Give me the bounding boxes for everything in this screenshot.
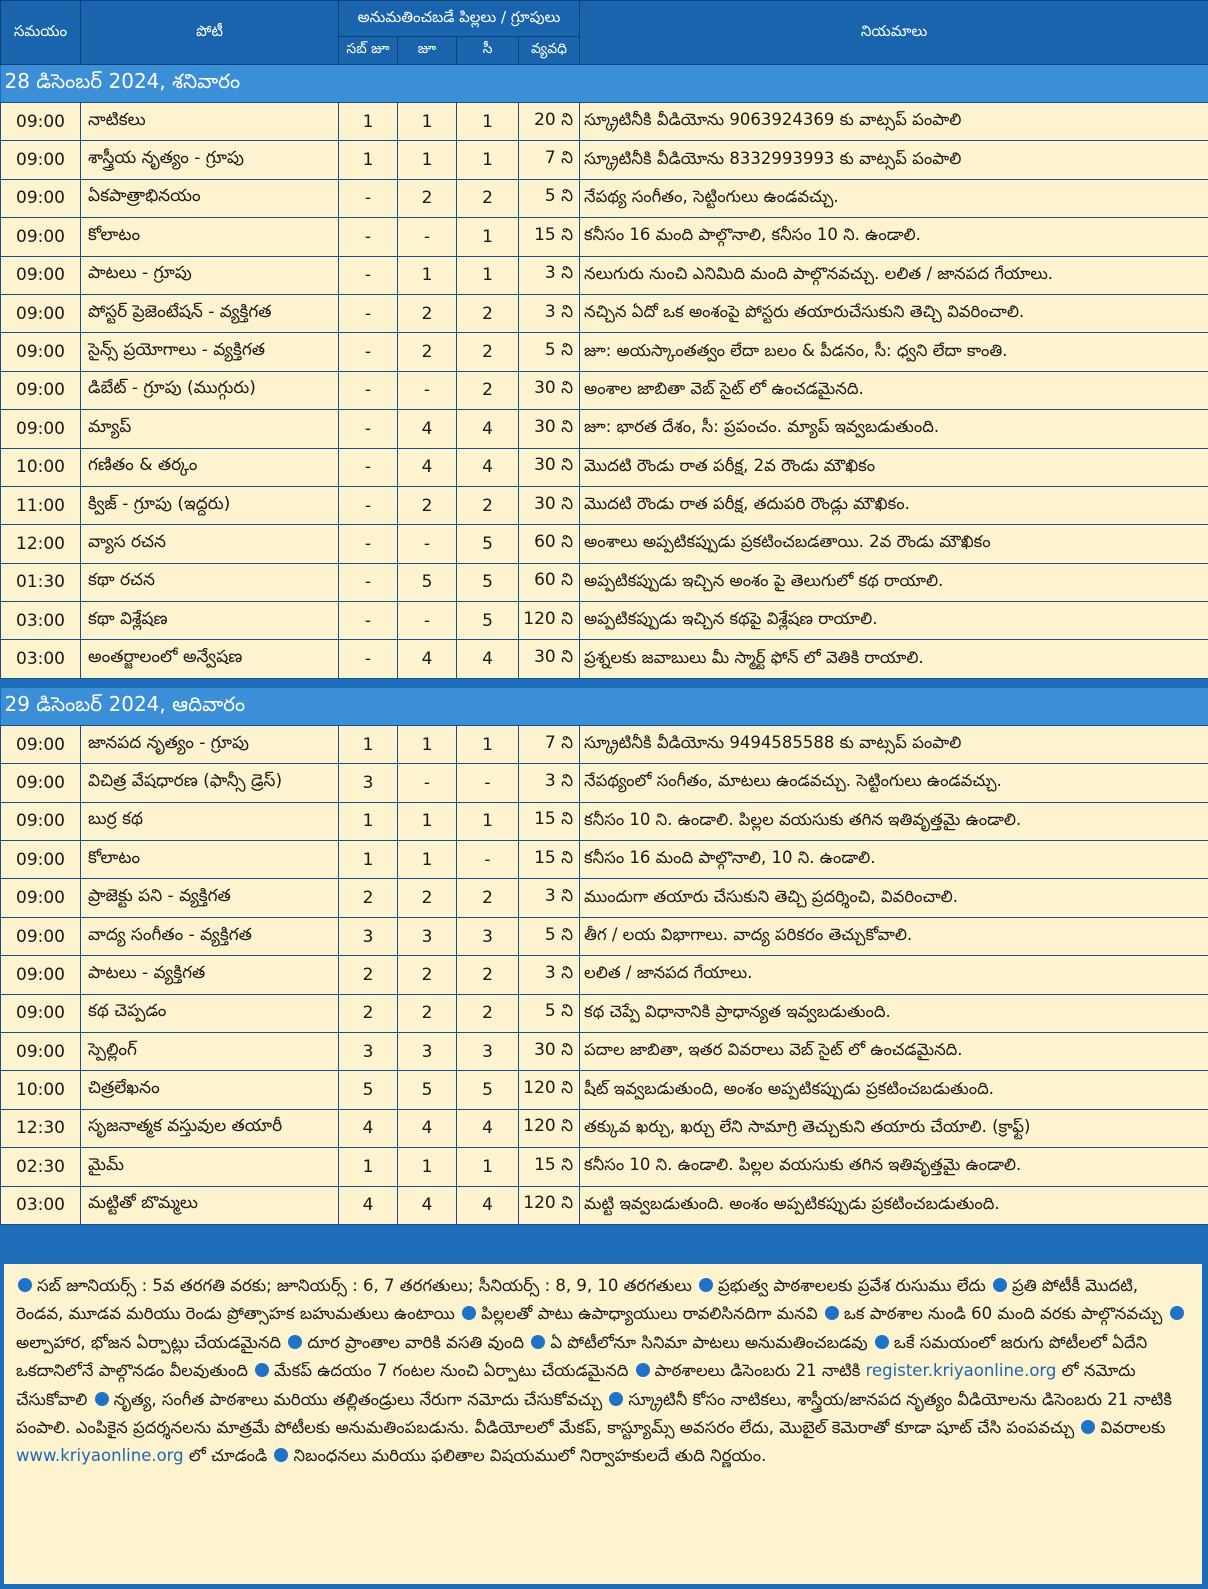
table-row bbox=[1, 802, 1208, 840]
duration-cell: 30 ని bbox=[519, 486, 580, 524]
sub-junior-cell: 4 bbox=[339, 1186, 398, 1224]
table-row bbox=[1, 640, 1208, 678]
rule-cell: అంశాల జాబితా వెబ్ సైట్ లో ఉంచడమైనది. bbox=[580, 371, 1208, 409]
event-cell: నాటికలు bbox=[81, 103, 339, 141]
junior-cell: 1 bbox=[398, 141, 457, 179]
note: పిల్లలతో పాటు ఉపాధ్యాయులు రావలిసినదిగా మనవి bbox=[481, 1304, 818, 1324]
header-allowed: అనుమతించబడే పిల్లలు / గ్రూపులు bbox=[339, 1, 580, 37]
time-cell: 09:00 bbox=[1, 879, 81, 917]
bullet-icon bbox=[288, 1335, 302, 1349]
duration-cell: 30 ని bbox=[519, 448, 580, 486]
time-cell: 09:00 bbox=[1, 1032, 81, 1070]
rule-cell: అప్పటికప్పుడు ఇచ్చిన కథపై విశ్లేషణ రాయాలి. bbox=[580, 602, 1208, 640]
time-cell: 09:00 bbox=[1, 994, 81, 1032]
duration-cell: 120 ని bbox=[519, 1071, 580, 1109]
duration-cell: 5 ని bbox=[519, 994, 580, 1032]
table-row bbox=[1, 333, 1208, 371]
table-row bbox=[1, 103, 1208, 141]
sub-junior-cell: 1 bbox=[339, 141, 398, 179]
rule-cell: ప్రశ్నలకు జవాబులు మీ స్మార్ట్ ఫోన్ లో వెతికి రాయాలి. bbox=[580, 640, 1208, 678]
note: లో నమోదు చేసుకోవాలి bbox=[16, 1361, 1136, 1409]
bullet-icon bbox=[699, 1278, 713, 1292]
event-cell: డిబేట్ - గ్రూపు (ముగ్గురు) bbox=[81, 371, 339, 409]
duration-cell: 3 ని bbox=[519, 764, 580, 802]
bullet-icon bbox=[875, 1335, 889, 1349]
bullet-icon bbox=[95, 1392, 109, 1406]
sub-junior-cell: - bbox=[339, 179, 398, 217]
event-cell: జానపద నృత్యం - గ్రూపు bbox=[81, 725, 339, 763]
sub-junior-cell: - bbox=[339, 410, 398, 448]
rule-cell: నేపథ్యంలో సంగీతం, మాటలు ఉండవచ్చు. సెట్టింగులు ఉండవచ్చు. bbox=[580, 764, 1208, 802]
rule-cell: అప్పటికప్పుడు ఇచ్చిన అంశం పై తెలుగులో కథ రాయాలి. bbox=[580, 563, 1208, 601]
table-row bbox=[1, 563, 1208, 601]
bullet-icon bbox=[255, 1363, 269, 1377]
sub-junior-cell: 1 bbox=[339, 802, 398, 840]
rule-cell: కనీసం 10 ని. ఉండాలి. పిల్లల వయసుకు తగిన ఇతివృత్తమై ఉండాలి. bbox=[580, 802, 1208, 840]
event-cell: సైన్స్ ప్రయోగాలు - వ్యక్తిగత bbox=[81, 333, 339, 371]
duration-cell: 7 ని bbox=[519, 725, 580, 763]
time-cell: 09:00 bbox=[1, 333, 81, 371]
rule-cell: నేపథ్య సంగీతం, సెట్టింగులు ఉండవచ్చు. bbox=[580, 179, 1208, 217]
senior-cell: 2 bbox=[457, 994, 519, 1032]
rule-cell: అంశాలు అప్పటికప్పుడు ప్రకటించబడతాయి. 2వ రౌండు మౌఖికం bbox=[580, 525, 1208, 563]
event-cell: సృజనాత్మక వస్తువుల తయారీ bbox=[81, 1109, 339, 1147]
day-header-row bbox=[1, 688, 1208, 726]
time-cell: 09:00 bbox=[1, 256, 81, 294]
junior-cell: 2 bbox=[398, 879, 457, 917]
sub-junior-cell: - bbox=[339, 525, 398, 563]
table-row bbox=[1, 764, 1208, 802]
header-event: పోటీ bbox=[81, 1, 339, 65]
sub-junior-cell: 3 bbox=[339, 917, 398, 955]
note: ప్రభుత్వ పాఠశాలలకు ప్రవేశ రుసుము లేదు bbox=[718, 1276, 986, 1295]
sub-junior-cell: 1 bbox=[339, 841, 398, 879]
junior-cell: 2 bbox=[398, 179, 457, 217]
sub-junior-cell: - bbox=[339, 333, 398, 371]
table-row bbox=[1, 410, 1208, 448]
senior-cell: 4 bbox=[457, 1186, 519, 1224]
day-separator bbox=[1, 678, 1208, 688]
table-row bbox=[1, 256, 1208, 294]
bullet-icon bbox=[1170, 1306, 1184, 1320]
duration-cell: 20 ని bbox=[519, 103, 580, 141]
bullet-icon bbox=[825, 1306, 839, 1320]
sub-junior-cell: 1 bbox=[339, 103, 398, 141]
event-cell: ఏకపాత్రాభినయం bbox=[81, 179, 339, 217]
senior-cell: 2 bbox=[457, 371, 519, 409]
junior-cell: 1 bbox=[398, 103, 457, 141]
senior-cell: 2 bbox=[457, 294, 519, 332]
rule-cell: పదాల జాబితా, ఇతర వివరాలు వెబ్ సైట్ లో ఉంచడమైనది. bbox=[580, 1032, 1208, 1070]
table-row bbox=[1, 218, 1208, 256]
senior-cell: 1 bbox=[457, 1148, 519, 1186]
time-cell: 09:00 bbox=[1, 410, 81, 448]
rule-cell: మట్టి ఇవ్వబడుతుంది. అంశం అప్పటికప్పుడు ప్రకటించబడుతుంది. bbox=[580, 1186, 1208, 1224]
sub-junior-cell: 2 bbox=[339, 956, 398, 994]
note: పాఠశాలలు డిసెంబరు 21 నాటికి bbox=[654, 1361, 861, 1381]
note: నృత్య, సంగీత పాఠశాలు మరియు తల్లితండ్రులు నేరుగా నమోదు చేసుకోవచ్చు bbox=[113, 1389, 603, 1409]
header-senior: సీ bbox=[457, 37, 519, 65]
table-row bbox=[1, 841, 1208, 879]
note: నిబంధనలు మరియు ఫలితాల విషయములో నిర్వాహకులదే తుది నిర్ణయం. bbox=[293, 1446, 767, 1466]
junior-cell: 3 bbox=[398, 917, 457, 955]
table-row bbox=[1, 602, 1208, 640]
time-cell: 01:30 bbox=[1, 563, 81, 601]
sub-junior-cell: - bbox=[339, 486, 398, 524]
duration-cell: 120 ని bbox=[519, 602, 580, 640]
time-cell: 09:00 bbox=[1, 725, 81, 763]
time-cell: 09:00 bbox=[1, 371, 81, 409]
duration-cell: 30 ని bbox=[519, 1032, 580, 1070]
table-row bbox=[1, 525, 1208, 563]
event-cell: కథా రచన bbox=[81, 563, 339, 601]
time-cell: 09:00 bbox=[1, 294, 81, 332]
sub-junior-cell: - bbox=[339, 256, 398, 294]
day-header-row bbox=[1, 65, 1208, 103]
rule-cell: షీట్ ఇవ్వబడుతుంది, అంశం అప్పటికప్పుడు ప్రకటించబడుతుంది. bbox=[580, 1071, 1208, 1109]
sub-junior-cell: - bbox=[339, 602, 398, 640]
rule-cell: స్క్రూటినీకి వీడియోను 8332993993 కు వాట్సప్ పంపాలి bbox=[580, 141, 1208, 179]
header-rules: నియమాలు bbox=[580, 1, 1208, 65]
junior-cell: - bbox=[398, 218, 457, 256]
event-cell: గణితం & తర్కం bbox=[81, 448, 339, 486]
event-cell: మైమ్ bbox=[81, 1148, 339, 1186]
time-cell: 03:00 bbox=[1, 1186, 81, 1224]
senior-cell: 2 bbox=[457, 179, 519, 217]
senior-cell: - bbox=[457, 764, 519, 802]
website-link[interactable]: www.kriyaonline.org bbox=[16, 1446, 184, 1466]
time-cell: 09:00 bbox=[1, 917, 81, 955]
event-cell: పాటలు - గ్రూపు bbox=[81, 256, 339, 294]
senior-cell: 1 bbox=[457, 725, 519, 763]
sub-junior-cell: 4 bbox=[339, 1109, 398, 1147]
duration-cell: 60 ని bbox=[519, 525, 580, 563]
event-cell: పాటలు - వ్యక్తిగత bbox=[81, 956, 339, 994]
bullet-icon bbox=[531, 1335, 545, 1349]
schedule-body bbox=[1, 65, 1208, 1225]
senior-cell: 2 bbox=[457, 486, 519, 524]
time-cell: 02:30 bbox=[1, 1148, 81, 1186]
rule-cell: లలిత / జానపద గేయాలు. bbox=[580, 956, 1208, 994]
event-cell: బుర్ర కథ bbox=[81, 802, 339, 840]
event-cell: స్పెల్లింగ్ bbox=[81, 1032, 339, 1070]
senior-cell: 1 bbox=[457, 103, 519, 141]
time-cell: 11:00 bbox=[1, 486, 81, 524]
register-link[interactable]: register.kriyaonline.org bbox=[865, 1361, 1057, 1381]
day-title: 28 డిసెంబర్ 2024, శనివారం bbox=[1, 65, 1208, 103]
rule-cell: నచ్చిన ఏదో ఒక అంశంపై పోస్టరు తయారుచేసుకుని తెచ్చి వివరించాలి. bbox=[580, 294, 1208, 332]
duration-cell: 5 ని bbox=[519, 917, 580, 955]
event-cell: శాస్త్రీయ నృత్యం - గ్రూపు bbox=[81, 141, 339, 179]
event-cell: ప్రాజెక్టు పని - వ్యక్తిగత bbox=[81, 879, 339, 917]
header-time: సమయం bbox=[1, 1, 81, 65]
note: అల్పాహార, భోజన ఏర్పాట్లు చేయడమైనది bbox=[16, 1332, 282, 1352]
table-row bbox=[1, 179, 1208, 217]
sub-junior-cell: 1 bbox=[339, 725, 398, 763]
event-cell: చిత్రలేఖనం bbox=[81, 1071, 339, 1109]
table-row bbox=[1, 371, 1208, 409]
duration-cell: 5 ని bbox=[519, 179, 580, 217]
junior-cell: - bbox=[398, 764, 457, 802]
senior-cell: 2 bbox=[457, 333, 519, 371]
table-row bbox=[1, 294, 1208, 332]
sub-junior-cell: 1 bbox=[339, 1148, 398, 1186]
table-row bbox=[1, 725, 1208, 763]
junior-cell: - bbox=[398, 525, 457, 563]
junior-cell: 5 bbox=[398, 1071, 457, 1109]
time-cell: 10:00 bbox=[1, 448, 81, 486]
senior-cell: 5 bbox=[457, 602, 519, 640]
sub-junior-cell: 3 bbox=[339, 1032, 398, 1070]
junior-cell: 2 bbox=[398, 956, 457, 994]
junior-cell: 2 bbox=[398, 994, 457, 1032]
time-cell: 12:00 bbox=[1, 525, 81, 563]
rule-cell: తీగ / లయ విభాగాలు. వాద్య పరికరం తెచ్చుకోవాలి. bbox=[580, 917, 1208, 955]
senior-cell: 1 bbox=[457, 218, 519, 256]
rule-cell: తక్కువ ఖర్చు, ఖర్చు లేని సామాగ్రి తెచ్చుకుని తయారు చేయాలి. (క్రాఫ్ట్) bbox=[580, 1109, 1208, 1147]
table-row bbox=[1, 1148, 1208, 1186]
junior-cell: 1 bbox=[398, 841, 457, 879]
senior-cell: 2 bbox=[457, 879, 519, 917]
event-cell: మ్యాప్ bbox=[81, 410, 339, 448]
sub-junior-cell: 3 bbox=[339, 764, 398, 802]
time-cell: 12:30 bbox=[1, 1109, 81, 1147]
junior-cell: - bbox=[398, 602, 457, 640]
event-cell: వాద్య సంగీతం - వ్యక్తిగత bbox=[81, 917, 339, 955]
bullet-icon bbox=[609, 1392, 623, 1406]
rule-cell: స్క్రూటినీకి వీడియోను 9063924369 కు వాట్సప్ పంపాలి bbox=[580, 103, 1208, 141]
time-cell: 09:00 bbox=[1, 841, 81, 879]
table-row bbox=[1, 994, 1208, 1032]
duration-cell: 3 ని bbox=[519, 879, 580, 917]
table-row bbox=[1, 486, 1208, 524]
bullet-icon bbox=[18, 1278, 32, 1292]
senior-cell: 2 bbox=[457, 956, 519, 994]
sub-junior-cell: 2 bbox=[339, 994, 398, 1032]
junior-cell: 5 bbox=[398, 563, 457, 601]
junior-cell: 3 bbox=[398, 1032, 457, 1070]
header-junior: జూ bbox=[398, 37, 457, 65]
bullet-icon bbox=[274, 1448, 288, 1462]
note: దూర ప్రాంతాల వారికి వసతి వుంది bbox=[307, 1332, 525, 1352]
sub-junior-cell: - bbox=[339, 218, 398, 256]
rule-cell: జూ: భారత దేశం, సీ: ప్రపంచం. మ్యాప్ ఇవ్వబడుతుంది. bbox=[580, 410, 1208, 448]
sub-junior-cell: - bbox=[339, 640, 398, 678]
event-cell: మట్టితో బొమ్మలు bbox=[81, 1186, 339, 1224]
note: ఒక పాఠశాల నుండి 60 మంది వరకు పాల్గొనవచ్చు bbox=[843, 1304, 1163, 1324]
duration-cell: 7 ని bbox=[519, 141, 580, 179]
junior-cell: 1 bbox=[398, 802, 457, 840]
note: వివరాలకు bbox=[1100, 1418, 1166, 1438]
rule-cell: నలుగురు నుంచి ఎనిమిది మంది పాల్గొనవచ్చు. లలిత / జానపద గేయాలు. bbox=[580, 256, 1208, 294]
event-cell: కోలాటం bbox=[81, 218, 339, 256]
bullet-icon bbox=[636, 1363, 650, 1377]
rule-cell: కథ చెప్పే విధానానికి ప్రాధాన్యత ఇవ్వబడుతుంది. bbox=[580, 994, 1208, 1032]
event-cell: కథా విశ్లేషణ bbox=[81, 602, 339, 640]
table-row bbox=[1, 1071, 1208, 1109]
sub-junior-cell: 5 bbox=[339, 1071, 398, 1109]
rule-cell: మొదటి రౌండు రాత పరీక్ష, తదుపరి రౌండ్లు మౌఖికం. bbox=[580, 486, 1208, 524]
time-cell: 09:00 bbox=[1, 141, 81, 179]
duration-cell: 15 ని bbox=[519, 1148, 580, 1186]
junior-cell: 2 bbox=[398, 333, 457, 371]
day-title: 29 డిసెంబర్ 2024, ఆదివారం bbox=[1, 688, 1208, 726]
senior-cell: - bbox=[457, 841, 519, 879]
duration-cell: 3 ని bbox=[519, 294, 580, 332]
senior-cell: 5 bbox=[457, 1071, 519, 1109]
sub-junior-cell: - bbox=[339, 563, 398, 601]
duration-cell: 5 ని bbox=[519, 333, 580, 371]
duration-cell: 15 ని bbox=[519, 802, 580, 840]
duration-cell: 3 ని bbox=[519, 256, 580, 294]
time-cell: 09:00 bbox=[1, 802, 81, 840]
junior-cell: 4 bbox=[398, 448, 457, 486]
junior-cell: 2 bbox=[398, 486, 457, 524]
junior-cell: 1 bbox=[398, 725, 457, 763]
table-row bbox=[1, 448, 1208, 486]
junior-cell: 4 bbox=[398, 1186, 457, 1224]
event-cell: విచిత్ర వేషధారణ (ఫాన్సీ డ్రెస్) bbox=[81, 764, 339, 802]
senior-cell: 3 bbox=[457, 917, 519, 955]
note: మేకప్ ఉదయం 7 గంటల నుంచి ఏర్పాటు చేయడమైనది bbox=[274, 1361, 629, 1381]
time-cell: 09:00 bbox=[1, 179, 81, 217]
junior-cell: - bbox=[398, 371, 457, 409]
note: ఒకే సమయంలో జరుగు పోటీలలో ఏదేని ఒకదానిలోనే పాల్గొనడం వీలవుతుంది bbox=[16, 1332, 1148, 1381]
sub-junior-cell: - bbox=[339, 448, 398, 486]
table-row bbox=[1, 917, 1208, 955]
table-row bbox=[1, 1109, 1208, 1147]
event-cell: కోలాటం bbox=[81, 841, 339, 879]
note: స్క్రూటినీ కోసం నాటికలు, శాస్త్రీయ/జానపద నృత్యం వీడియోలను డిసెంబరు 21 నాటికి పంపాలి. ఎంపికైన ప్రదర్శనలను మాత్రమే పోటీలకు అనుమతింపబడును. వీడియోలలో మేకప్, కాస్ట్యూమ్స్ అవసరం లేదు, మొబైల్ కెమెరాతో కూడా షూట్ చేసి పంపవచ్చు bbox=[16, 1389, 1173, 1438]
senior-cell: 1 bbox=[457, 256, 519, 294]
event-cell: అంతర్జాలంలో అన్వేషణ bbox=[81, 640, 339, 678]
bullet-icon bbox=[1081, 1420, 1095, 1434]
table-row bbox=[1, 141, 1208, 179]
rule-cell: మొదటి రౌండు రాత పరీక్ష, 2వ రౌండు మౌఖికం bbox=[580, 448, 1208, 486]
event-cell: వ్యాస రచన bbox=[81, 525, 339, 563]
table-row bbox=[1, 879, 1208, 917]
duration-cell: 3 ని bbox=[519, 956, 580, 994]
time-cell: 10:00 bbox=[1, 1071, 81, 1109]
senior-cell: 3 bbox=[457, 1032, 519, 1070]
duration-cell: 30 ని bbox=[519, 640, 580, 678]
sub-junior-cell: - bbox=[339, 371, 398, 409]
table-row bbox=[1, 956, 1208, 994]
note: ఏ పోటీలోనూ సినిమా పాటలు అనుమతించబడవు bbox=[550, 1332, 868, 1352]
sub-junior-cell: - bbox=[339, 294, 398, 332]
table-row bbox=[1, 1032, 1208, 1070]
time-cell: 03:00 bbox=[1, 640, 81, 678]
event-cell: కథ చెప్పడం bbox=[81, 994, 339, 1032]
bullet-icon bbox=[462, 1306, 476, 1320]
time-cell: 03:00 bbox=[1, 602, 81, 640]
senior-cell: 1 bbox=[457, 802, 519, 840]
duration-cell: 30 ని bbox=[519, 410, 580, 448]
senior-cell: 1 bbox=[457, 141, 519, 179]
junior-cell: 1 bbox=[398, 256, 457, 294]
rule-cell: స్క్రూటినీకి వీడియోను 9494585588 కు వాట్సప్ పంపాలి bbox=[580, 725, 1208, 763]
rule-cell: ముందుగా తయారు చేసుకుని తెచ్చి ప్రదర్శించి, వివరించాలి. bbox=[580, 879, 1208, 917]
junior-cell: 1 bbox=[398, 1148, 457, 1186]
time-cell: 09:00 bbox=[1, 764, 81, 802]
senior-cell: 4 bbox=[457, 1109, 519, 1147]
rule-cell: జూ: అయస్కాంతత్వం లేదా బలం & పీడనం, సీ: ధ్వని లేదా కాంతి. bbox=[580, 333, 1208, 371]
separator-cell bbox=[1, 678, 1208, 688]
event-cell: క్విజ్ - గ్రూపు (ఇద్దరు) bbox=[81, 486, 339, 524]
header-duration: వ్యవధి bbox=[519, 37, 580, 65]
table-row bbox=[1, 1186, 1208, 1224]
sub-junior-cell: 2 bbox=[339, 879, 398, 917]
duration-cell: 120 ని bbox=[519, 1186, 580, 1224]
duration-cell: 30 ని bbox=[519, 371, 580, 409]
junior-cell: 4 bbox=[398, 410, 457, 448]
duration-cell: 120 ని bbox=[519, 1109, 580, 1147]
note: ప్రతి పోటీకీ మొదటి, రెండవ, మూడవ మరియు రెండు ప్రోత్సాహక బహుమతులు ఉంటాయి bbox=[16, 1276, 1139, 1324]
senior-cell: 4 bbox=[457, 410, 519, 448]
note: లో చూడండి bbox=[188, 1446, 268, 1466]
time-cell: 09:00 bbox=[1, 103, 81, 141]
bullet-icon bbox=[993, 1278, 1007, 1292]
rule-cell: కనీసం 10 ని. ఉండాలి. పిల్లల వయసుకు తగిన ఇతివృత్తమై ఉండాలి. bbox=[580, 1148, 1208, 1186]
duration-cell: 15 ని bbox=[519, 218, 580, 256]
rule-cell: కనీసం 16 మంది పాల్గొనాలి, 10 ని. ఉండాలి. bbox=[580, 841, 1208, 879]
senior-cell: 4 bbox=[457, 448, 519, 486]
note: సబ్ జూనియర్స్ : 5వ తరగతి వరకు; జూనియర్స్ : 6, 7 తరగతులు; సీనియర్స్ : 8, 9, 10 తరగతులు bbox=[37, 1276, 692, 1295]
junior-cell: 2 bbox=[398, 294, 457, 332]
junior-cell: 4 bbox=[398, 640, 457, 678]
event-cell: పోస్టర్ ప్రెజెంటేషన్ - వ్యక్తిగత bbox=[81, 294, 339, 332]
notes-panel bbox=[4, 1264, 1202, 1584]
duration-cell: 60 ని bbox=[519, 563, 580, 601]
junior-cell: 4 bbox=[398, 1109, 457, 1147]
senior-cell: 5 bbox=[457, 563, 519, 601]
senior-cell: 4 bbox=[457, 640, 519, 678]
duration-cell: 15 ని bbox=[519, 841, 580, 879]
time-cell: 09:00 bbox=[1, 218, 81, 256]
header-sub-junior: సబ్ జూ bbox=[339, 37, 398, 65]
rule-cell: కనీసం 16 మంది పాల్గొనాలి, కనీసం 10 ని. ఉండాలి. bbox=[580, 218, 1208, 256]
time-cell: 09:00 bbox=[1, 956, 81, 994]
senior-cell: 5 bbox=[457, 525, 519, 563]
